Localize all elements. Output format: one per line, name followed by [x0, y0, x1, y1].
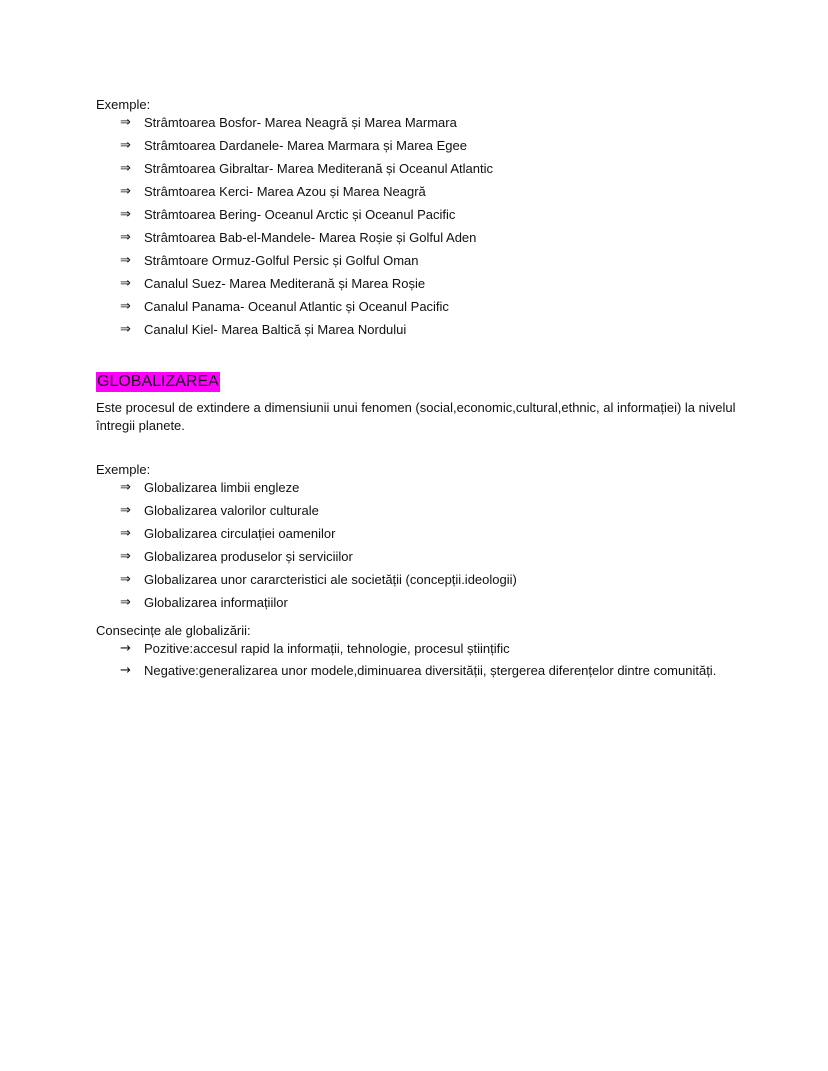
globalization-examples-list	[96, 479, 738, 612]
double-arrow-icon: ⇒	[120, 207, 131, 222]
globalization-description: Este procesul de extindere a dimensiunii unui fenomen (social,economic,cultural,ethnic, al informației) la nivelul întregii planete.	[96, 400, 736, 433]
list-item	[96, 479, 738, 497]
double-arrow-icon: ⇒	[120, 480, 131, 495]
list-item-text: Negative:generalizarea unor modele,diminuarea diversității, ștergerea diferențelor dintre comunități.	[144, 663, 717, 678]
list-item-text: Canalul Kiel- Marea Baltică și Marea Nordului	[144, 322, 407, 337]
list-item	[96, 571, 738, 589]
list-item-text: Strâmtoarea Bering- Oceanul Arctic și Oceanul Pacific	[144, 207, 456, 222]
double-arrow-icon: ⇒	[120, 595, 131, 610]
list-item	[96, 502, 738, 520]
double-arrow-icon: ⇒	[120, 276, 131, 291]
list-item-text: Canalul Suez- Marea Mediterană și Marea Roșie	[144, 276, 426, 291]
double-arrow-icon: ⇒	[120, 322, 131, 337]
list-item-text: Strâmtoarea Bab-el-Mandele- Marea Roșie și Golful Aden	[144, 230, 477, 245]
globalization-description-block	[96, 399, 738, 435]
straits-list	[96, 114, 738, 339]
globalization-examples-section	[96, 461, 738, 617]
double-arrow-icon: ⇒	[120, 161, 131, 176]
list-item-text: Globalizarea informațiilor	[144, 595, 288, 610]
globalization-heading: GLOBALIZAREA	[97, 373, 219, 390]
list-item	[96, 594, 738, 612]
straits-examples-label: Exemple:	[96, 97, 151, 112]
list-item	[96, 321, 738, 339]
list-item-text: Globalizarea unor cararcteristici ale societății (concepții.ideologii)	[144, 572, 517, 587]
double-arrow-icon: ⇒	[120, 526, 131, 541]
list-item	[96, 662, 738, 680]
list-item	[96, 206, 738, 224]
list-item-text: Globalizarea circulației oamenilor	[144, 526, 336, 541]
list-item-text: Strâmtoarea Bosfor- Marea Neagră și Marea Marmara	[144, 115, 457, 130]
list-item-text: Globalizarea limbii engleze	[144, 480, 300, 495]
list-item-text: Strâmtoare Ormuz-Golful Persic și Golful Oman	[144, 253, 419, 268]
list-item	[96, 229, 738, 247]
list-item	[96, 548, 738, 566]
list-item	[96, 114, 738, 132]
straits-section	[96, 96, 738, 344]
right-arrow-icon: →	[120, 663, 131, 678]
double-arrow-icon: ⇒	[120, 549, 131, 564]
list-item	[96, 137, 738, 155]
list-item	[96, 252, 738, 270]
list-item-text: Canalul Panama- Oceanul Atlantic și Oceanul Pacific	[144, 299, 449, 314]
double-arrow-icon: ⇒	[120, 184, 131, 199]
consequences-label: Consecințe ale globalizării:	[96, 623, 251, 638]
list-item-text: Globalizarea valorilor culturale	[144, 503, 319, 518]
double-arrow-icon: ⇒	[120, 115, 131, 130]
consequences-section	[96, 622, 738, 684]
list-item	[96, 298, 738, 316]
globalization-examples-label: Exemple:	[96, 462, 151, 477]
double-arrow-icon: ⇒	[120, 503, 131, 518]
list-item-text: Globalizarea produselor și serviciilor	[144, 549, 353, 564]
double-arrow-icon: ⇒	[120, 572, 131, 587]
list-item	[96, 640, 738, 658]
right-arrow-icon: →	[120, 641, 131, 656]
list-item	[96, 183, 738, 201]
list-item-text: Strâmtoarea Kerci- Marea Azou și Marea Neagră	[144, 184, 426, 199]
globalization-heading-block	[96, 372, 738, 392]
list-item	[96, 275, 738, 293]
double-arrow-icon: ⇒	[120, 138, 131, 153]
list-item-text: Strâmtoarea Gibraltar- Marea Mediterană și Oceanul Atlantic	[144, 161, 493, 176]
double-arrow-icon: ⇒	[120, 230, 131, 245]
consequences-list	[96, 640, 738, 680]
double-arrow-icon: ⇒	[120, 299, 131, 314]
list-item	[96, 525, 738, 543]
double-arrow-icon: ⇒	[120, 253, 131, 268]
list-item-text: Strâmtoarea Dardanele- Marea Marmara și Marea Egee	[144, 138, 467, 153]
list-item	[96, 160, 738, 178]
list-item-text: Pozitive:accesul rapid la informații, tehnologie, procesul științific	[144, 641, 510, 656]
